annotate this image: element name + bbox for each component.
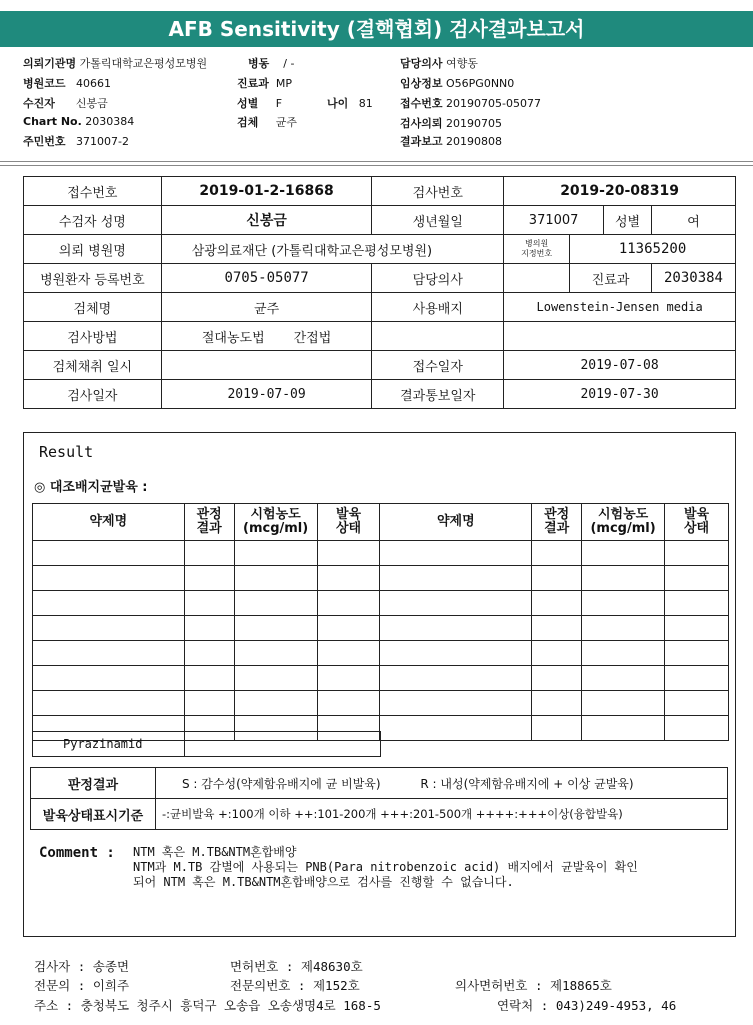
header-dept: 진료과 MP	[237, 77, 293, 90]
receive-label: 접수일자	[372, 351, 504, 380]
receipt-no: 2019-01-2-16868	[161, 177, 372, 206]
sex-label: 성별	[604, 206, 652, 235]
drug-name-header: 약제명	[33, 504, 185, 541]
hospital-id: 11365200	[570, 235, 736, 264]
header-patient: 수진자 신봉금	[23, 97, 108, 110]
birth-label: 생년월일	[372, 206, 504, 235]
growth-criteria-text: -:균비발육 +:100개 이하 ++:101-200개 +++:201-500개 ++++:+++이상(융합발육)	[156, 799, 728, 830]
table-row	[33, 616, 729, 641]
drug-table-header	[33, 504, 729, 541]
footer-doctor-license: 의사면허번호 : 제18865호	[455, 978, 612, 993]
footer-tester: 검사자 : 송종면	[34, 959, 130, 974]
table-row	[31, 768, 728, 799]
table-row	[31, 799, 728, 830]
header-receipt-no: 접수번호 20190705-05077	[400, 97, 541, 110]
footer-contact: 연락처 : 043)249-4953, 46	[497, 998, 677, 1013]
judge-r: R : 내성(약제함유배지에 + 이상 균발육)	[420, 776, 634, 791]
footer-specialist: 전문의 : 이희주	[34, 978, 130, 993]
test-date-label: 검사일자	[24, 380, 162, 409]
hospital-id-label: 병의원 지정번호	[504, 235, 570, 264]
pyrazinamide-row	[32, 731, 381, 757]
comment-line-3: 되어 NTM 혹은 M.TB&NTM혼합배양으로 검사를 진행할 수 없습니다.	[133, 875, 514, 889]
doctor	[504, 264, 570, 293]
judge-header-2: 관정 결과	[532, 504, 582, 541]
header-resident-no: 주민번호 371007-2	[23, 135, 129, 148]
dept: 2030384	[651, 264, 735, 293]
reg-no-label: 병원환자 등록번호	[24, 264, 162, 293]
header-clinical-info: 임상정보 O56PG0NN0	[400, 77, 515, 90]
pyrazinamide-label: Pyrazinamid	[33, 732, 185, 757]
hospital: 삼광의료재단 (가톨릭대학교은평성모병원)	[161, 235, 503, 264]
table-row	[33, 666, 729, 691]
report-title: AFB Sensitivity (결핵협회) 검사결과보고서	[0, 11, 753, 47]
growth-header-2: 발육 상태	[665, 504, 729, 541]
test-no: 2019-20-08319	[504, 177, 736, 206]
reg-no: 0705-05077	[161, 264, 372, 293]
collect-label: 검체채취 일시	[24, 351, 162, 380]
header-sex: 성별 F	[237, 97, 283, 110]
test-no-label: 검사번호	[372, 177, 504, 206]
header-ward: 병동 / -	[248, 57, 295, 70]
receipt-no-label: 접수번호	[24, 177, 162, 206]
table-row	[24, 264, 736, 293]
table-row	[24, 293, 736, 322]
growth-criteria-label: 발육상태표시기준	[31, 799, 156, 830]
table-row	[24, 235, 736, 264]
header-request-date: 검사의뢰 20190705	[400, 117, 503, 130]
legend-table	[30, 767, 728, 830]
drug-table	[32, 503, 729, 741]
table-row	[33, 541, 729, 566]
table-row	[33, 641, 729, 666]
method-label: 검사방법	[24, 322, 162, 351]
table-row	[24, 206, 736, 235]
method-blank-2	[504, 322, 736, 351]
table-row	[33, 732, 381, 757]
table-row	[33, 591, 729, 616]
footer-address: 주소 : 충청북도 청주시 흥덕구 오송읍 오송생명4로 168-5	[34, 998, 381, 1013]
judge-result-text	[156, 768, 728, 799]
table-row	[33, 691, 729, 716]
table-row	[24, 380, 736, 409]
conc-header-2: 시험농도 (mcg/ml)	[582, 504, 665, 541]
patient-name: 신봉금	[161, 206, 372, 235]
judge-s: S : 감수성(약제함유배지에 균 비발육)	[182, 776, 381, 791]
table-row	[24, 177, 736, 206]
header-age: 나이 81	[327, 97, 373, 110]
header-specimen: 검체 균주	[237, 116, 298, 129]
patient-name-label: 수검자 성명	[24, 206, 162, 235]
control-growth-label: ◎ 대조배지균발육 :	[34, 480, 148, 495]
comment-line-2: NTM과 M.TB 감별에 사용되는 PNB(Para nitrobenzoic acid) 배지에서 균발육이 확인	[133, 860, 638, 874]
specimen-label: 검체명	[24, 293, 162, 322]
table-row	[24, 351, 736, 380]
table-row	[33, 566, 729, 591]
receive: 2019-07-08	[504, 351, 736, 380]
header-divider-2	[0, 165, 753, 166]
method: 절대농도법 간접법	[161, 322, 372, 351]
result-box	[23, 432, 736, 937]
birth: 371007	[504, 206, 604, 235]
hospital-label: 의뢰 병원명	[24, 235, 162, 264]
method-blank	[372, 322, 504, 351]
header-chart-no: Chart No. 2030384	[23, 115, 135, 128]
table-row	[24, 322, 736, 351]
dept-label: 진료과	[570, 264, 652, 293]
result-title: Result	[39, 443, 94, 461]
medium: Lowenstein-Jensen media	[504, 293, 736, 322]
collect	[161, 351, 372, 380]
comment-label: Comment :	[39, 845, 115, 861]
header-hospital: 의뢰기관명 가톨릭대학교은평성모병원	[23, 57, 208, 70]
header-hospital-code: 병원코드 40661	[23, 77, 112, 90]
judge-header: 관정 결과	[184, 504, 234, 541]
test-date: 2019-07-09	[161, 380, 372, 409]
sex: 여	[651, 206, 735, 235]
growth-header: 발육 상태	[317, 504, 380, 541]
specimen: 균주	[161, 293, 372, 322]
notify: 2019-07-30	[504, 380, 736, 409]
comment-line-1: NTM 혹은 M.TB&NTM혼합배양	[133, 845, 297, 859]
judge-result-label: 판정결과	[31, 768, 156, 799]
medium-label: 사용배지	[372, 293, 504, 322]
header-divider	[0, 161, 753, 162]
info-table	[23, 176, 736, 409]
footer-specialist-license: 전문의번호 : 제152호	[230, 978, 360, 993]
header-report-date: 결과보고 20190808	[400, 135, 503, 148]
doctor-label: 담당의사	[372, 264, 504, 293]
header-doctor: 담당의사 여향동	[400, 57, 478, 70]
conc-header: 시험농도 (mcg/ml)	[234, 504, 317, 541]
notify-label: 결과통보일자	[372, 380, 504, 409]
footer-license: 면허번호 : 제48630호	[230, 959, 363, 974]
drug-name-header-2: 약제명	[380, 504, 532, 541]
pyrazinamide-value	[184, 732, 380, 757]
